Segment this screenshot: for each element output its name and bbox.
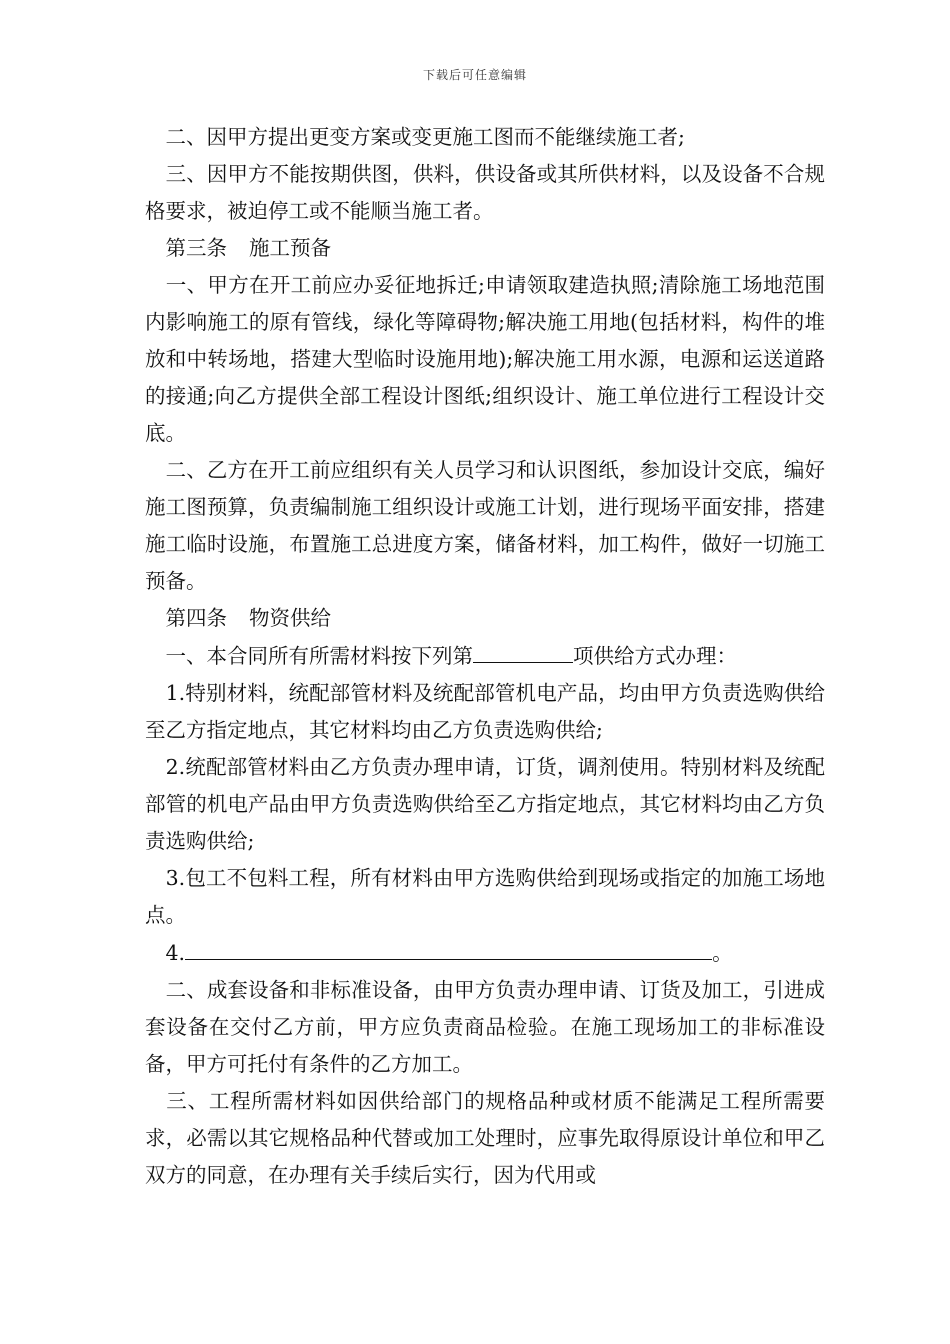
article-4-1-text-before: 一、本合同所有所需材料按下列第 (145, 644, 473, 668)
paragraph-article-4-1 (145, 637, 825, 675)
paragraph-option-4 (145, 934, 825, 972)
paragraph-clause-2-3: 三、因甲方不能按期供图，供料，供设备或其所供材料，以及设备不合规格要求，被迫停工或不能顺当施工者。 (145, 162, 825, 223)
option-4-end: 。 (712, 941, 733, 965)
option-4-number: 4. (145, 941, 186, 965)
article-4-1-text-after: 项供给方式办理： (573, 644, 737, 668)
article-3-title: 施工预备 (249, 236, 331, 260)
article-4-number: 第四条 (165, 606, 227, 630)
article-3-heading (145, 230, 825, 267)
fill-in-blank-option-number[interactable] (473, 637, 573, 663)
paragraph-option-1: 1.特别材料，统配部管材料及统配部管机电产品，均由甲方负责选购供给至乙方指定地点，其它材料均由乙方负责选购供给; (145, 681, 825, 742)
article-3-number: 第三条 (165, 236, 227, 260)
contract-body (145, 119, 825, 1194)
paragraph-article-4-3: 三、工程所需材料如因供给部门的规格品种或材质不能满足工程所需要求，必需以其它规格品种代替或加工处理时，应事先取得原设计单位和甲乙双方的同意，在办理有关手续后实行，因为代用或 (145, 1089, 825, 1187)
page-header-note: 下载后可任意编辑 (422, 68, 527, 82)
article-4-heading (145, 600, 825, 637)
paragraph-article-3-2: 二、乙方在开工前应组织有关人员学习和认识图纸，参加设计交底，编好施工图预算，负责编制施工组织设计或施工计划，进行现场平面安排，搭建施工临时设施，布置施工总进度方案，储备材料，加工构件，做好一切施工预备。 (145, 458, 825, 593)
paragraph-option-2: 2.统配部管材料由乙方负责办理申请，订货，调剂使用。特别材料及统配部管的机电产品由甲方负责选购供给至乙方指定地点，其它材料均由乙方负责选购供给; (145, 755, 825, 853)
fill-in-blank-option-4[interactable] (185, 934, 712, 960)
paragraph-article-4-2: 二、成套设备和非标准设备，由甲方负责办理申请、订货及加工，引进成套设备在交付乙方前，甲方应负责商品检验。在施工现场加工的非标准设备，甲方可托付有条件的乙方加工。 (145, 978, 825, 1076)
paragraph-clause-2-2: 二、因甲方提出更变方案或变更施工图而不能继续施工者; (145, 125, 685, 149)
article-4-title: 物资供给 (249, 606, 331, 630)
paragraph-article-3-1: 一、甲方在开工前应办妥征地拆迁;申请领取建造执照;清除施工场地范围内影响施工的原有管线，绿化等障碍物;解决施工用地(包括材料，构件的堆放和中转场地，搭建大型临时设施用地);解决施工用水源，电源和运送道路的接通;向乙方提供全部工程设计图纸;组织设计、施工单位进行工程设计交底。 (145, 273, 825, 445)
paragraph-option-3: 3.包工不包料工程，所有材料由甲方选购供给到现场或指定的加施工场地点。 (145, 866, 825, 927)
